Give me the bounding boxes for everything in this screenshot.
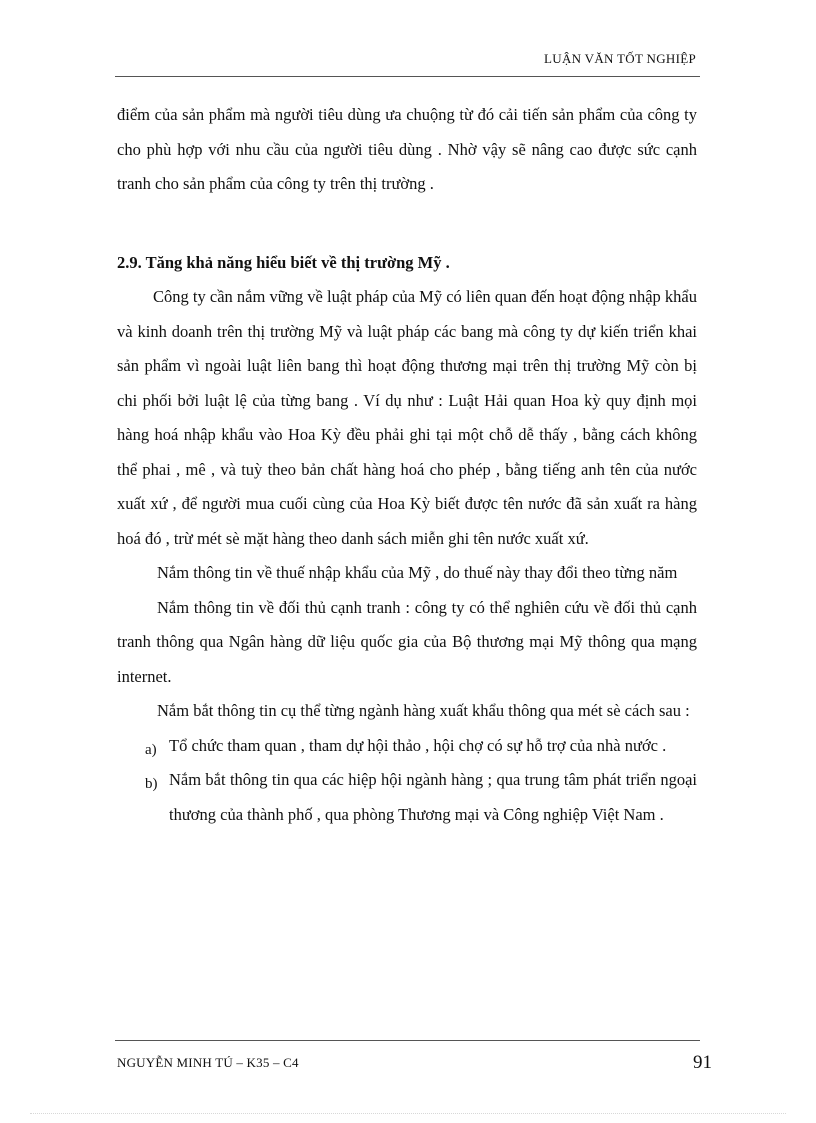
footer-author: NGUYỄN MINH TÚ – K35 – C4 xyxy=(117,1055,299,1070)
section-heading: 2.9. Tăng khả năng hiểu biết về thị trường Mỹ . xyxy=(117,252,450,272)
running-header: LUẬN VĂN TỐT NGHIỆP xyxy=(544,51,696,66)
header-divider xyxy=(115,76,700,77)
paragraph-tax: Nắm thông tin về thuế nhập khẩu của Mỹ , do thuế này thay đổi theo từng năm xyxy=(157,563,678,582)
paragraph-methods: Nắm bắt thông tin cụ thể từng ngành hàng xuất khẩu thông qua mét sè cách sau : xyxy=(157,701,690,720)
page-number: 91 xyxy=(693,1052,712,1073)
list-marker: b) xyxy=(145,776,158,792)
paragraph-competitors: Nắm thông tin về đối thủ cạnh tranh : công ty có thể nghiên cứu về đối thủ cạnh tranh thông qua Ngân hàng dữ liệu quốc gia của Bộ thương mại Mỹ thông qua mạng internet. xyxy=(117,597,697,686)
document-body xyxy=(117,98,697,832)
list-item-text: Nắm bắt thông tin qua các hiệp hội ngành hàng ; qua trung tâm phát triển ngoại thương của thành phố , qua phòng Thương mại và Công nghiệp Việt Nam . xyxy=(169,770,697,824)
list-item xyxy=(117,729,697,764)
list-marker: a) xyxy=(145,741,157,758)
paragraph-law: Công ty cần nắm vững về luật pháp của Mỹ có liên quan đến hoạt động nhập khẩu và kinh doanh trên thị trường Mỹ và luật pháp các bang mà công ty dự kiến triển khai sản phẩm vì ngoài luật liên bang thì hoạt động thương mại trên thị trường Mỹ còn bị chi phối bởi luật lệ của từng bang . Ví dụ như : Luật Hải quan Hoa kỳ quy định mọi hàng hoá nhập khẩu vào Hoa Kỳ đều phải ghi tại một chỗ dễ thấy , bằng cách không thể phai , mê , và tuỳ theo bản chất hàng hoá cho phép , bằng tiếng anh tên của nước xuất xứ , để người mua cuối cùng của Hoa Kỳ biết được tên nước đã sản xuất ra hàng hoá đó , trừ mét sè mặt hàng theo danh sách miễn ghi tên nước xuất xứ. xyxy=(117,287,697,548)
list-item-text: Tổ chức tham quan , tham dự hội thảo , hội chợ có sự hỗ trợ của nhà nước . xyxy=(169,735,667,755)
footer-divider xyxy=(115,1040,700,1041)
list-item xyxy=(117,763,697,832)
page-edge-dots xyxy=(30,1113,786,1114)
intro-paragraph: điểm của sản phẩm mà người tiêu dùng ưa chuộng từ đó cải tiến sản phẩm của công ty cho phù hợp với nhu cầu của người tiêu dùng . Nhờ vậy sẽ nâng cao được sức cạnh tranh cho sản phẩm của công ty trên thị trường . xyxy=(117,105,697,193)
